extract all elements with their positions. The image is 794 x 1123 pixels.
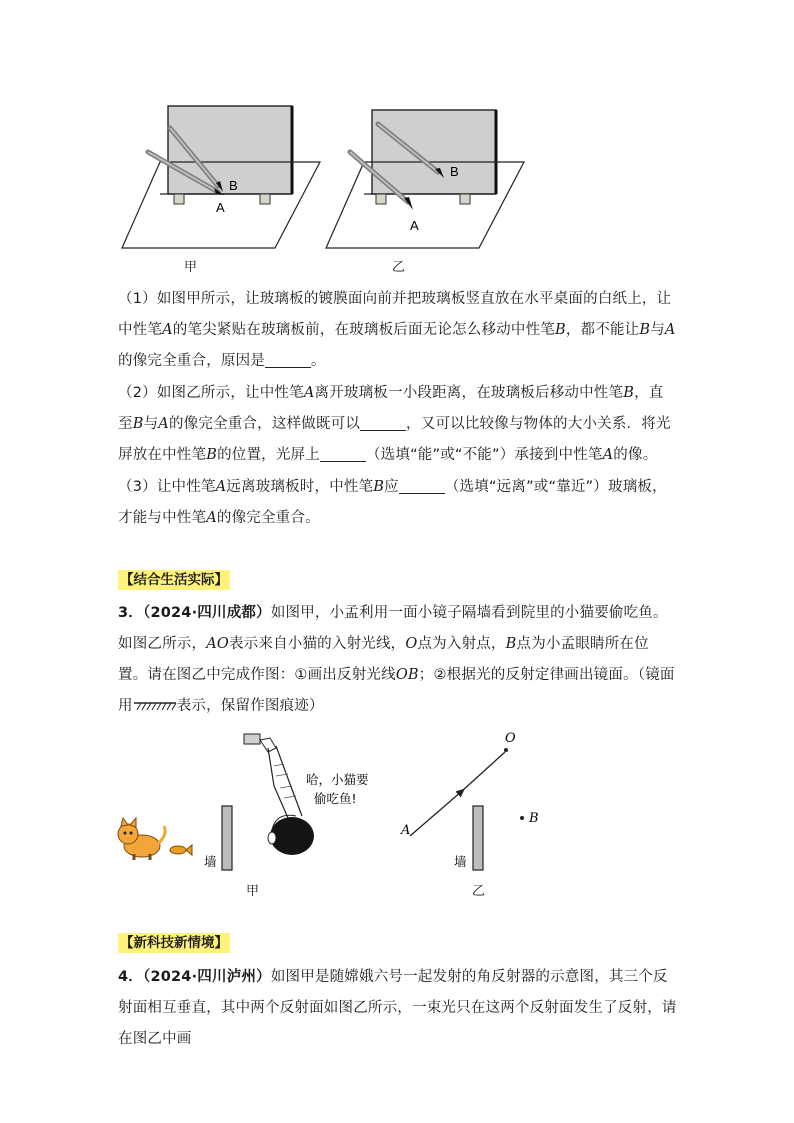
glass-plate: [372, 110, 496, 194]
fish-icon: [170, 845, 192, 855]
figure1-caption-left: 甲: [184, 260, 198, 275]
question2-part2: （2）如图乙所示，让中性笔A离开玻璃板一小段距离，在玻璃板后移动中性笔B，直至B与A的像完全重合，这样做既可以 ，又可以比较像与物体的大小关系．将光屏放在中性笔B的位置，光屏上 （选填“能”或“不能”）承接到中性笔A的像。: [118, 385, 671, 463]
label-b: B: [529, 811, 539, 826]
label-a: A: [216, 200, 225, 215]
figure-yi: [326, 110, 524, 248]
answer-blank[interactable]: [399, 479, 445, 495]
answer-blank[interactable]: [265, 353, 311, 369]
figure1-caption-right: 乙: [392, 260, 406, 275]
question3: 3．（2024·四川成都）如图甲，小孟利用一面小镜子隔墙看到院里的小猫要偷吃鱼。如图乙所示，AO表示来自小猫的入射光线，O点为入射点，B点为小孟眼睛所在位置。请在图乙中完成作图：①画出反射光线OB；②根据光的反射定律画出镜面。（镜面用 表示，保留作图痕迹）: [118, 605, 675, 714]
speech-line-2: 偷吃鱼!: [314, 791, 357, 806]
figure-jia: [122, 106, 320, 248]
cat-icon: [118, 818, 165, 860]
question2-part3: （3）让中性笔A远离玻璃板时，中性笔B应 （选填“远离”或“靠近”）玻璃板，才能与中性笔A的像完全重合。: [118, 479, 667, 526]
label-a: A: [410, 218, 419, 233]
incident-ray-ao: [410, 791, 462, 836]
point-b: [520, 816, 524, 820]
wall: [222, 806, 232, 870]
point-o: [504, 748, 508, 752]
support-block: [174, 194, 184, 204]
figure-yi: [400, 731, 539, 870]
label-b: B: [450, 164, 459, 179]
support-block: [376, 194, 386, 204]
person-head-icon: [268, 815, 314, 855]
small-mirror: [244, 734, 260, 744]
incident-ray-ao-continued: [462, 752, 505, 791]
section-tag-life: 【结合生活实际】: [120, 572, 228, 588]
label-a: A: [401, 823, 411, 838]
wall: [473, 806, 483, 870]
figure2-caption-right: 乙: [472, 884, 486, 899]
mirror-experiment-figure: [110, 100, 550, 285]
section-tag-tech: 【新科技新情境】: [120, 935, 228, 951]
wall-label-left: 墙: [204, 854, 217, 869]
answer-blank[interactable]: [320, 447, 366, 463]
question4: 4．（2024·四川泸州）如图甲是随嫦娥六号一起发射的角反射器的示意图，其三个反射面相互垂直，其中两个反射面如图乙所示，一束光只在这两个反射面发生了反射，请在图乙中画: [118, 969, 677, 1047]
speech-line-1: 哈，小猫要: [306, 772, 369, 787]
support-block: [260, 194, 270, 204]
figure-jia: [118, 734, 369, 870]
answer-blank[interactable]: [360, 416, 406, 432]
figure2-caption-left: 甲: [246, 884, 260, 899]
question2-part1: （1）如图甲所示，让玻璃板的镀膜面向前并把玻璃板竖直放在水平桌面的白纸上，让中性笔A的笔尖紧贴在玻璃板前，在玻璃板后面无论怎么移动中性笔B，都不能让B与A的像完全重合，原因是 。: [118, 291, 676, 369]
wall-label-right: 墙: [454, 854, 467, 869]
mirror-symbol-icon: [133, 701, 177, 711]
label-b: B: [229, 178, 238, 193]
cat-mirror-figure: [110, 726, 570, 876]
label-o: O: [505, 731, 516, 746]
support-block: [460, 194, 470, 204]
